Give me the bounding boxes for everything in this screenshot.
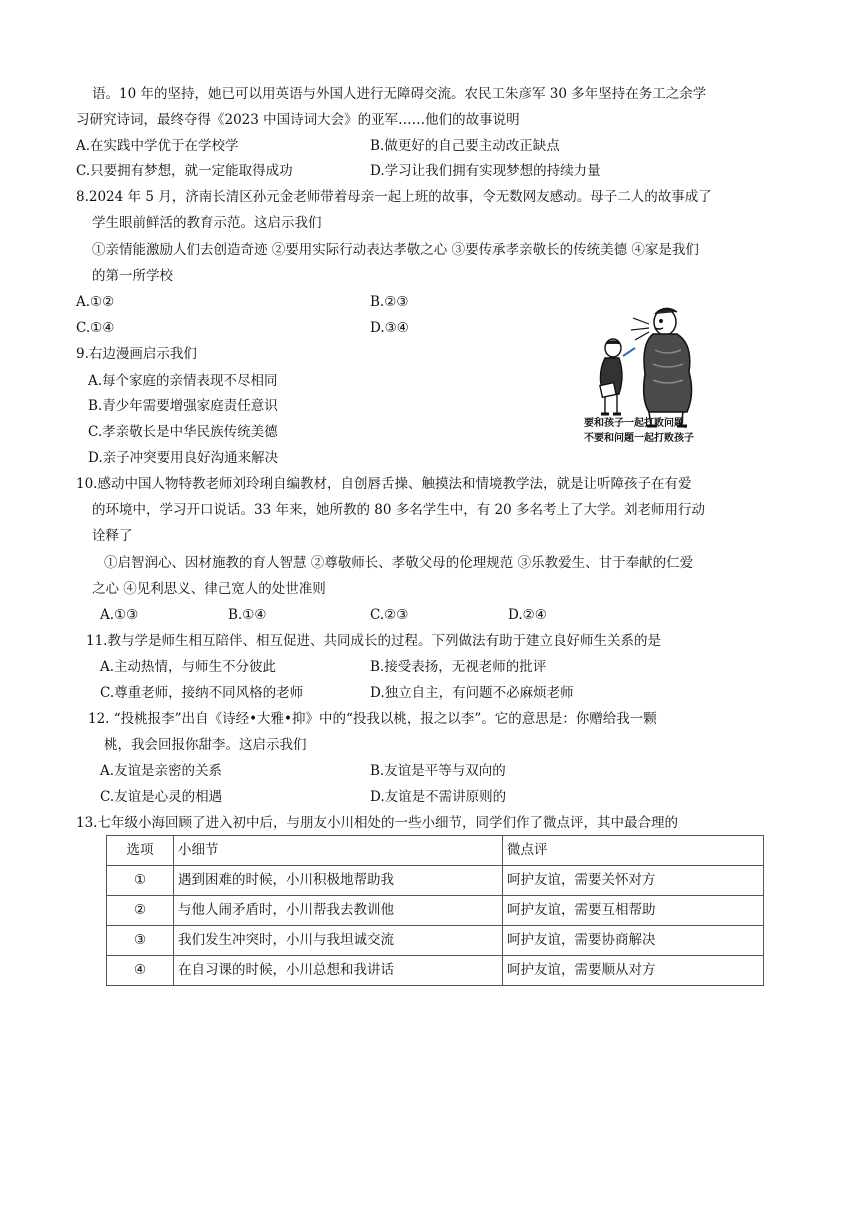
q8-option-d: D.③④: [370, 320, 409, 336]
q11-option-c: C.尊重老师，接纳不同风格的老师: [100, 685, 304, 701]
q7-stem-line-2: 习研究诗词，最终夺得《2023 中国诗词大会》的亚军……他们的故事说明: [76, 112, 520, 128]
q12-stem-line-1: 12. “投桃报李”出自《诗经•大雅•抑》中的“投我以桃，报之以李”。它的意思是：你赠给我一颗: [88, 711, 657, 727]
child-figure: [600, 339, 622, 414]
q9-option-a: A.每个家庭的亲情表现不尽相同: [88, 373, 278, 389]
table-row: [107, 896, 764, 926]
row-detail: 遇到困难的时候，小川积极地帮助我: [174, 866, 503, 896]
row-comment: 呵护友谊，需要互相帮助: [503, 896, 764, 926]
q12-option-c: C.友谊是心灵的相遇: [100, 789, 223, 805]
q8-statements-line-1: ①亲情能激励人们去创造奇迹 ②要用实际行动表达孝敬之心 ③要传承孝亲敬长的传统美德 ④家是我们: [92, 242, 699, 258]
q8-option-b: B.②③: [370, 294, 409, 310]
header-comment: 微点评: [503, 836, 764, 866]
row-comment: 呵护友谊，需要协商解决: [503, 926, 764, 956]
q11-option-a: A.主动热情，与师生不分彼此: [100, 659, 277, 675]
q12-stem-line-2: 桃，我会回报你甜李。这启示我们: [104, 737, 307, 753]
q10-statements-line-1: ①启智润心、因材施教的育人智慧 ②尊敬师长、孝敬父母的伦理规范 ③乐教爱生、甘于奉献的仁爱: [104, 555, 694, 571]
q12-option-a: A.友谊是亲密的关系: [100, 763, 223, 779]
row-option: ②: [107, 896, 174, 926]
q7-option-d: D.学习让我们拥有实现梦想的持续力量: [370, 163, 601, 179]
q11-option-d: D.独立自主，有问题不必麻烦老师: [370, 685, 574, 701]
q9-option-d: D.亲子冲突要用良好沟通来解决: [88, 450, 279, 466]
q7-stem-line-1: 语。10 年的坚持，她已可以用英语与外国人进行无障碍交流。农民工朱彦军 30 多年坚持在务工之余学: [92, 86, 707, 102]
q7-option-c: C.只要拥有梦想，就一定能取得成功: [76, 163, 293, 179]
table-row: [107, 956, 764, 986]
q7-option-b: B.做更好的自己要主动改正缺点: [370, 138, 560, 154]
q10-stem-line-3: 诠释了: [92, 528, 133, 544]
header-option: 选项: [107, 836, 174, 866]
q11-stem: 11.教与学是师生相互陪伴、相互促进、共同成长的过程。下列做法有助于建立良好师生关系的是: [86, 633, 661, 649]
q8-statements-line-2: 的第一所学校: [92, 268, 173, 284]
q9-option-b: B.青少年需要增强家庭责任意识: [88, 398, 278, 414]
cartoon-caption-line-1: 要和孩子一起打败问题，: [584, 418, 694, 429]
row-option: ①: [107, 866, 174, 896]
q9-stem: 9.右边漫画启示我们: [76, 346, 197, 362]
q13-table: [106, 835, 764, 986]
q10-stem-line-1: 10.感动中国人物特教老师刘玲琍自编教材，自创唇舌操、触摸法和情境教学法，就是让听障孩子在有爱: [76, 476, 692, 492]
q8-option-c: C.①④: [76, 320, 115, 336]
q9-option-c: C.孝亲敬长是中华民族传统美德: [88, 424, 278, 440]
q8-stem-line-2: 学生眼前鲜活的教育示范。这启示我们: [92, 215, 322, 231]
row-option: ③: [107, 926, 174, 956]
table-row: [107, 866, 764, 896]
adult-figure: [644, 308, 692, 426]
q10-option-a: A.①③: [100, 607, 139, 623]
table-header-row: [107, 836, 764, 866]
q12-option-d: D.友谊是不需讲原则的: [370, 789, 507, 805]
table-row: [107, 926, 764, 956]
q13-stem: 13.七年级小海回顾了进入初中后，与朋友小川相处的一些小细节，同学们作了微点评，其中最合理的: [76, 815, 678, 831]
q10-statements-line-2: 之心 ④见利思义、律己宽人的处世准则: [92, 581, 326, 597]
q10-option-c: C.②③: [370, 607, 409, 623]
cartoon-caption-line-2: 不要和问题一起打败孩子: [584, 433, 694, 444]
q11-option-b: B.接受表扬，无视老师的批评: [370, 659, 547, 675]
q10-option-d: D.②④: [508, 607, 547, 623]
row-comment: 呵护友谊，需要顺从对方: [503, 956, 764, 986]
q7-option-a: A.在实践中学优于在学校学: [76, 138, 239, 154]
header-detail: 小细节: [174, 836, 503, 866]
row-detail: 在自习课的时候，小川总想和我讲话: [174, 956, 503, 986]
row-detail: 我们发生冲突时，小川与我坦诚交流: [174, 926, 503, 956]
q12-option-b: B.友谊是平等与双向的: [370, 763, 506, 779]
row-comment: 呵护友谊，需要关怀对方: [503, 866, 764, 896]
q10-stem-line-2: 的环境中，学习开口说话。33 年来，她所教的 80 多名学生中，有 20 多名考上了大学。刘老师用行动: [92, 502, 705, 518]
row-option: ④: [107, 956, 174, 986]
q8-stem-line-1: 8.2024 年 5 月，济南长清区孙元金老师带着母亲一起上班的故事，令无数网友感动。母子二人的故事成了: [76, 189, 712, 205]
q10-option-b: B.①④: [228, 607, 267, 623]
q8-option-a: A.①②: [76, 294, 115, 310]
row-detail: 与他人闹矛盾时，小川帮我去教训他: [174, 896, 503, 926]
